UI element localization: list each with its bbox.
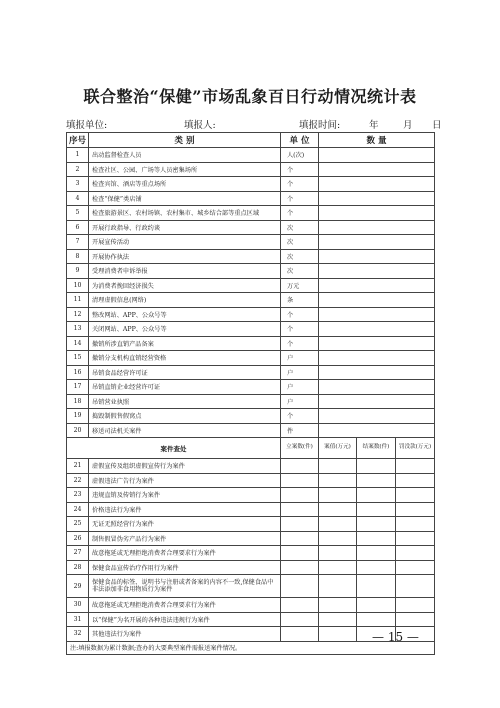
case-row bbox=[67, 517, 435, 532]
case-col-filed: 立案数(件) bbox=[281, 438, 319, 459]
row-no: 23 bbox=[67, 488, 89, 503]
quantity-cell[interactable] bbox=[319, 148, 435, 163]
case-cell[interactable] bbox=[281, 560, 319, 575]
row-unit: 次 bbox=[281, 264, 319, 279]
table-row bbox=[67, 162, 435, 177]
quantity-cell[interactable] bbox=[319, 394, 435, 409]
case-cell[interactable] bbox=[396, 517, 435, 532]
day-label: 日 bbox=[432, 120, 442, 131]
row-no: 15 bbox=[67, 351, 89, 366]
quantity-cell[interactable] bbox=[319, 206, 435, 221]
case-row bbox=[67, 560, 435, 575]
row-unit: 次 bbox=[281, 249, 319, 264]
row-unit: 个 bbox=[281, 409, 319, 424]
row-no: 28 bbox=[67, 560, 89, 575]
case-row bbox=[67, 502, 435, 517]
row-no: 17 bbox=[67, 380, 89, 395]
case-row bbox=[67, 473, 435, 488]
table-row bbox=[67, 351, 435, 366]
row-no: 32 bbox=[67, 627, 89, 642]
row-category: 检查社区、公园、广场等人员密集场所 bbox=[89, 162, 281, 177]
case-cell[interactable] bbox=[319, 517, 357, 532]
row-unit: 个 bbox=[281, 322, 319, 337]
row-no: 24 bbox=[67, 502, 89, 517]
case-row bbox=[67, 531, 435, 546]
case-cell[interactable] bbox=[281, 473, 319, 488]
case-cell[interactable] bbox=[357, 459, 396, 474]
case-cell[interactable] bbox=[357, 612, 396, 627]
case-cell[interactable] bbox=[319, 531, 357, 546]
quantity-cell[interactable] bbox=[319, 336, 435, 351]
person-label: 填报人: bbox=[184, 120, 216, 131]
row-category: 撤销所涉直销产品备案 bbox=[89, 336, 281, 351]
quantity-cell[interactable] bbox=[319, 307, 435, 322]
case-cell[interactable] bbox=[319, 473, 357, 488]
case-row bbox=[67, 488, 435, 503]
statistics-table bbox=[66, 132, 435, 655]
row-unit: 个 bbox=[281, 191, 319, 206]
row-no: 9 bbox=[67, 264, 89, 279]
row-unit: 户 bbox=[281, 365, 319, 380]
case-cell[interactable] bbox=[396, 546, 435, 561]
row-unit: 户 bbox=[281, 394, 319, 409]
row-category: 关闭网站、APP、公众号等 bbox=[89, 322, 281, 337]
quantity-cell[interactable] bbox=[319, 380, 435, 395]
row-no: 11 bbox=[67, 293, 89, 308]
row-category: 以“保健”为名开展的各种违法违规行为案件 bbox=[89, 612, 281, 627]
table-row bbox=[67, 336, 435, 351]
quantity-cell[interactable] bbox=[319, 220, 435, 235]
row-category: 虚假宣传及组织虚假宣传行为案件 bbox=[89, 459, 281, 474]
case-cell[interactable] bbox=[281, 517, 319, 532]
quantity-cell[interactable] bbox=[319, 423, 435, 438]
row-category: 捣毁制假售假窝点 bbox=[89, 409, 281, 424]
table-row bbox=[67, 307, 435, 322]
row-category: 制售假冒伪劣产品行为案件 bbox=[89, 531, 281, 546]
table-row bbox=[67, 177, 435, 192]
table-header-row bbox=[67, 133, 435, 148]
year-label: 年 bbox=[369, 120, 379, 131]
case-cell[interactable] bbox=[281, 546, 319, 561]
row-unit: 户 bbox=[281, 351, 319, 366]
case-cell[interactable] bbox=[396, 473, 435, 488]
row-no: 1 bbox=[67, 148, 89, 163]
row-category: 撤销分支机构直销经营资格 bbox=[89, 351, 281, 366]
quantity-cell[interactable] bbox=[319, 322, 435, 337]
row-no: 6 bbox=[67, 220, 89, 235]
row-no: 20 bbox=[67, 423, 89, 438]
row-no: 29 bbox=[67, 575, 89, 598]
row-unit: 次 bbox=[281, 235, 319, 250]
row-no: 2 bbox=[67, 162, 89, 177]
row-category: 检查“保健”类店铺 bbox=[89, 191, 281, 206]
case-cell[interactable] bbox=[357, 488, 396, 503]
quantity-cell[interactable] bbox=[319, 351, 435, 366]
case-cell[interactable] bbox=[319, 598, 357, 613]
row-no: 7 bbox=[67, 235, 89, 250]
row-unit: 次 bbox=[281, 220, 319, 235]
case-col-value: 案值(万元) bbox=[319, 438, 357, 459]
row-category: 保健食品宣传治疗作用行为案件 bbox=[89, 560, 281, 575]
row-unit: 个 bbox=[281, 206, 319, 221]
table-note: 注:填报数据为累计数据;查办的大要典型案件需报送案件情况。 bbox=[67, 641, 435, 654]
row-category: 出动监督检查人员 bbox=[89, 148, 281, 163]
row-category: 整改网站、APP、公众号等 bbox=[89, 307, 281, 322]
case-cell[interactable] bbox=[281, 459, 319, 474]
table-row bbox=[67, 423, 435, 438]
table-row bbox=[67, 365, 435, 380]
row-category: 检查旅游景区、农村场镇、农村集市、城乡结合部等重点区域 bbox=[89, 206, 281, 221]
case-cell[interactable] bbox=[319, 627, 357, 642]
row-category: 故意拖延或无理拒绝消费者合理要求行为案件 bbox=[89, 546, 281, 561]
table-row bbox=[67, 220, 435, 235]
row-unit: 件 bbox=[281, 423, 319, 438]
row-unit: 个 bbox=[281, 162, 319, 177]
row-unit: 人(次) bbox=[281, 148, 319, 163]
case-section-header-row bbox=[67, 438, 435, 459]
row-no: 30 bbox=[67, 598, 89, 613]
header-category: 类 别 bbox=[89, 133, 281, 148]
row-category: 虚假违法广告行为案件 bbox=[89, 473, 281, 488]
quantity-cell[interactable] bbox=[319, 278, 435, 293]
table-row bbox=[67, 322, 435, 337]
row-category: 违规直销及传销行为案件 bbox=[89, 488, 281, 503]
case-cell[interactable] bbox=[319, 488, 357, 503]
case-row bbox=[67, 612, 435, 627]
quantity-cell[interactable] bbox=[319, 177, 435, 192]
case-row bbox=[67, 546, 435, 561]
row-no: 21 bbox=[67, 459, 89, 474]
row-category: 开展行政指导、行政约谈 bbox=[89, 220, 281, 235]
case-cell[interactable] bbox=[281, 612, 319, 627]
case-cell[interactable] bbox=[281, 531, 319, 546]
table-row bbox=[67, 394, 435, 409]
case-cell[interactable] bbox=[396, 502, 435, 517]
row-no: 22 bbox=[67, 473, 89, 488]
case-cell[interactable] bbox=[319, 502, 357, 517]
row-category: 吊销营业执照 bbox=[89, 394, 281, 409]
row-category: 开展协作执法 bbox=[89, 249, 281, 264]
case-cell[interactable] bbox=[281, 502, 319, 517]
quantity-cell[interactable] bbox=[319, 264, 435, 279]
case-col-fines: 罚没款(万元) bbox=[396, 438, 435, 459]
case-cell[interactable] bbox=[357, 473, 396, 488]
row-category: 吊销直销企业经营许可证 bbox=[89, 380, 281, 395]
row-no: 27 bbox=[67, 546, 89, 561]
case-cell[interactable] bbox=[319, 459, 357, 474]
row-category: 受理消费者申诉举报 bbox=[89, 264, 281, 279]
table-row bbox=[67, 293, 435, 308]
case-cell[interactable] bbox=[396, 575, 435, 598]
case-cell[interactable] bbox=[357, 560, 396, 575]
row-category: 清理虚假信息(网络) bbox=[89, 293, 281, 308]
case-cell[interactable] bbox=[396, 560, 435, 575]
row-no: 19 bbox=[67, 409, 89, 424]
case-cell[interactable] bbox=[319, 546, 357, 561]
header-quantity: 数 量 bbox=[319, 133, 435, 148]
row-no: 14 bbox=[67, 336, 89, 351]
time-label: 填报时间: bbox=[299, 120, 341, 131]
row-unit: 户 bbox=[281, 380, 319, 395]
case-cell[interactable] bbox=[357, 546, 396, 561]
row-no: 18 bbox=[67, 394, 89, 409]
case-cell[interactable] bbox=[319, 612, 357, 627]
table-row bbox=[67, 380, 435, 395]
table-row bbox=[67, 264, 435, 279]
table-row bbox=[67, 249, 435, 264]
table-row bbox=[67, 206, 435, 221]
row-unit: 万元 bbox=[281, 278, 319, 293]
row-category: 移送司法机关案件 bbox=[89, 423, 281, 438]
row-category: 检查宾馆、酒店等重点场所 bbox=[89, 177, 281, 192]
table-row bbox=[67, 191, 435, 206]
case-cell[interactable] bbox=[357, 531, 396, 546]
header-no: 序号 bbox=[67, 133, 89, 148]
quantity-cell[interactable] bbox=[319, 162, 435, 177]
quantity-cell[interactable] bbox=[319, 365, 435, 380]
case-cell[interactable] bbox=[357, 598, 396, 613]
table-row bbox=[67, 235, 435, 250]
case-cell[interactable] bbox=[396, 531, 435, 546]
row-unit: 条 bbox=[281, 293, 319, 308]
quantity-cell[interactable] bbox=[319, 249, 435, 264]
case-cell[interactable] bbox=[396, 612, 435, 627]
row-category: 价格违法行为案件 bbox=[89, 502, 281, 517]
row-category: 故意拖延或无理拒绝消费者合理要求行为案件 bbox=[89, 598, 281, 613]
row-no: 5 bbox=[67, 206, 89, 221]
case-cell[interactable] bbox=[396, 598, 435, 613]
row-category: 吊销食品经营许可证 bbox=[89, 365, 281, 380]
month-label: 月 bbox=[403, 120, 413, 131]
row-category: 无证无照经营行为案件 bbox=[89, 517, 281, 532]
row-no: 26 bbox=[67, 531, 89, 546]
row-category: 开展宣传活动 bbox=[89, 235, 281, 250]
table-row bbox=[67, 148, 435, 163]
case-section-label: 案件查处 bbox=[67, 438, 281, 459]
row-no: 31 bbox=[67, 612, 89, 627]
case-cell[interactable] bbox=[357, 575, 396, 598]
row-no: 13 bbox=[67, 322, 89, 337]
table-row bbox=[67, 278, 435, 293]
row-no: 25 bbox=[67, 517, 89, 532]
case-cell[interactable] bbox=[357, 517, 396, 532]
page-number: — 15 — bbox=[372, 630, 419, 644]
row-unit: 个 bbox=[281, 336, 319, 351]
case-cell[interactable] bbox=[396, 459, 435, 474]
header-unit: 单 位 bbox=[281, 133, 319, 148]
case-cell[interactable] bbox=[319, 575, 357, 598]
row-category: 保健食品的标签、说明书与注册或者备案的内容不一致,保健食品中非法添加非食用物质行为案件 bbox=[89, 575, 281, 598]
case-row bbox=[67, 598, 435, 613]
table-row bbox=[67, 409, 435, 424]
row-category: 为消费者挽回经济损失 bbox=[89, 278, 281, 293]
row-no: 3 bbox=[67, 177, 89, 192]
quantity-cell[interactable] bbox=[319, 409, 435, 424]
row-no: 4 bbox=[67, 191, 89, 206]
row-no: 16 bbox=[67, 365, 89, 380]
quantity-cell[interactable] bbox=[319, 235, 435, 250]
case-cell[interactable] bbox=[281, 488, 319, 503]
quantity-cell[interactable] bbox=[319, 191, 435, 206]
row-unit: 个 bbox=[281, 307, 319, 322]
case-cell[interactable] bbox=[281, 627, 319, 642]
row-no: 12 bbox=[67, 307, 89, 322]
unit-label: 填报单位: bbox=[66, 120, 108, 131]
case-cell[interactable] bbox=[357, 502, 396, 517]
case-row bbox=[67, 459, 435, 474]
case-cell[interactable] bbox=[281, 575, 319, 598]
case-col-closed: 结案数(件) bbox=[357, 438, 396, 459]
page-title: 联合整治“保健”市场乱象百日行动情况统计表 bbox=[83, 87, 417, 106]
case-cell[interactable] bbox=[281, 598, 319, 613]
row-no: 10 bbox=[67, 278, 89, 293]
case-cell[interactable] bbox=[319, 560, 357, 575]
row-category: 其他违法行为案件 bbox=[89, 627, 281, 642]
case-cell[interactable] bbox=[396, 488, 435, 503]
fill-info-row bbox=[66, 117, 444, 131]
row-unit: 个 bbox=[281, 177, 319, 192]
row-no: 8 bbox=[67, 249, 89, 264]
case-row bbox=[67, 575, 435, 598]
quantity-cell[interactable] bbox=[319, 293, 435, 308]
